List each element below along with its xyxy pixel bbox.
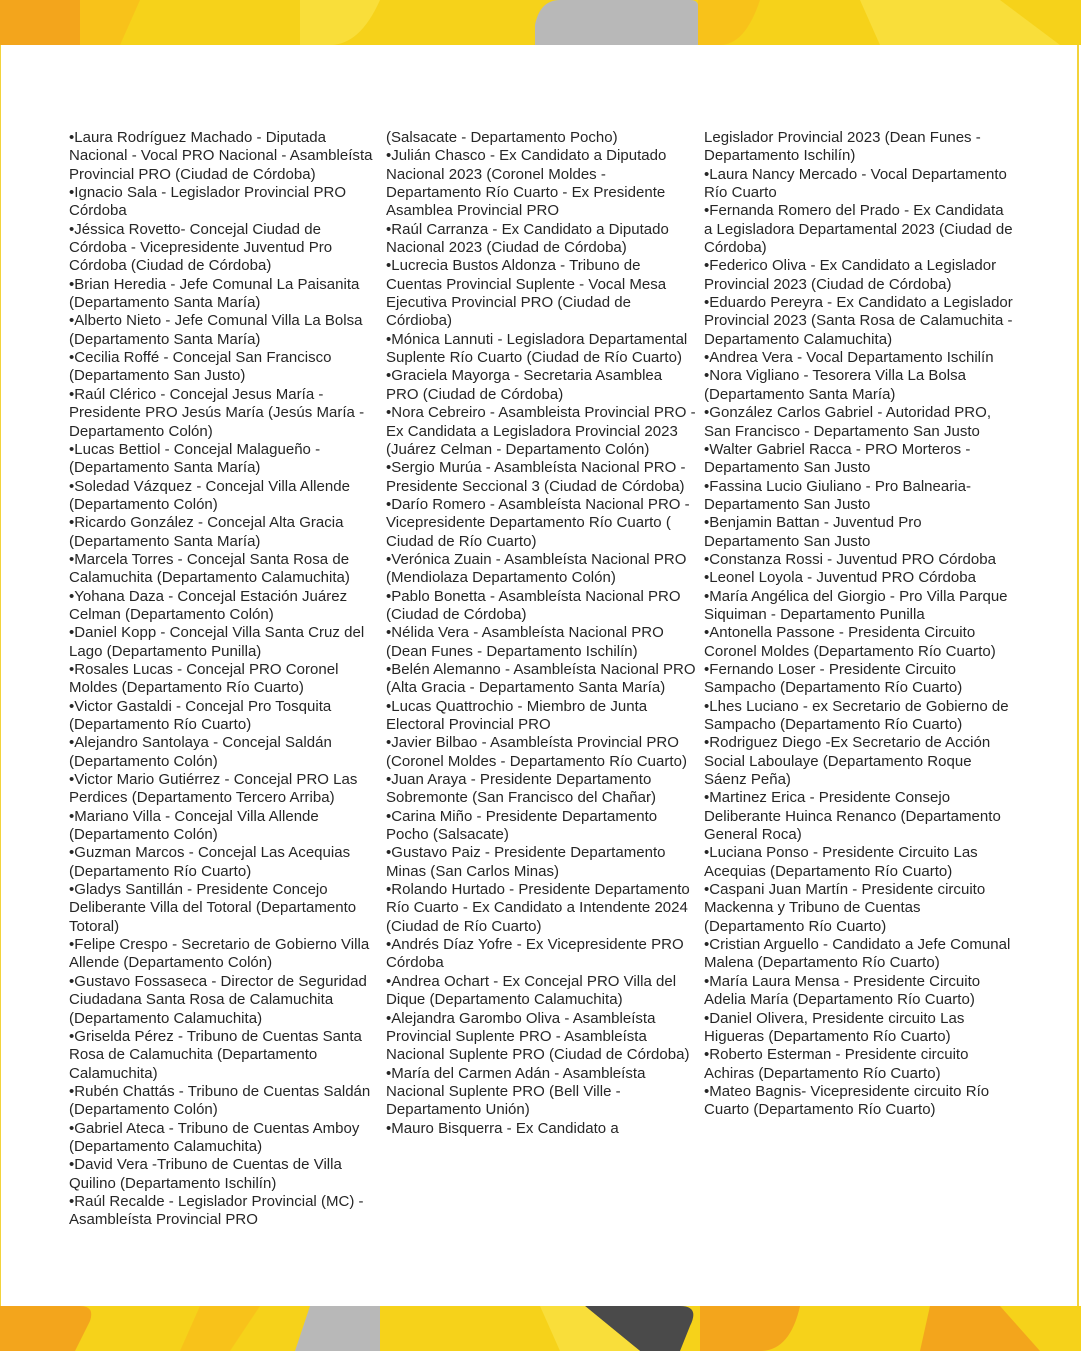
- content-frame: [0, 45, 1079, 1306]
- bottom-decorative-band: [0, 1306, 1081, 1351]
- list-item: •Andrea Vera - Vocal Departamento Ischilín: [704, 349, 994, 367]
- list-item: •David Vera -Tribuno de Cuentas de Villa Quilino (Departamento Ischilín): [69, 1156, 342, 1192]
- list-item: •Lucrecia Bustos Aldonza - Tribuno de Cuentas Provincial Suplente - Vocal Mesa Ejecutiva Provincial PRO (Ciudad de Córdioba): [386, 257, 667, 330]
- list-item: •Andrés Díaz Yofre - Ex Vicepresidente PRO Córdoba: [386, 936, 684, 972]
- top-amber-shape: [698, 0, 760, 45]
- list-item: •Walter Gabriel Racca - PRO Morteros - Departamento San Justo: [704, 440, 971, 477]
- bottom-orange-left: [0, 1306, 91, 1351]
- bottom-amber-left: [180, 1306, 260, 1351]
- list-item: •Eduardo Pereyra - Ex Candidato a Legislador Provincial 2023 (Santa Rosa de Calamuchita - Departamento Calamuchita): [704, 294, 1013, 348]
- list-item: •Lucas Quattrochio - Miembro de Junta Electoral Provincial PRO: [386, 697, 648, 733]
- list-item: •María Laura Mensa - Presidente Circuito Adelia María (Departamento Río Cuarto): [704, 972, 981, 1009]
- column-2: [386, 129, 698, 1138]
- list-item: •Guzman Marcos - Concejal Las Acequias (Departamento Río Cuarto): [69, 844, 351, 880]
- top-right-wedge: [860, 0, 1060, 45]
- list-item: •Rodriguez Diego -Ex Secretario de Acción Social Laboulaye (Departamento Roque Sáenz Peña): [704, 734, 991, 789]
- list-item: Legislador Provincial 2023 (Dean Funes - Departamento Ischilín): [704, 129, 981, 165]
- list-item: •Belén Alemanno - Asambleísta Nacional PRO (Alta Gracia - Departamento Santa María): [386, 660, 696, 697]
- list-item: •Pablo Bonetta - Asambleísta Nacional PRO (Ciudad de Córdoba): [386, 587, 681, 623]
- list-item: •Cristian Arguello - Candidato a Jefe Comunal Malena (Departamento Río Cuarto): [704, 936, 1011, 972]
- list-item: •Victor Gastaldi - Concejal Pro Tosquita (Departamento Río Cuarto): [69, 697, 332, 733]
- column-1: [69, 129, 381, 1230]
- top-decorative-band: [0, 0, 1081, 45]
- list-item: •Andrea Ochart - Ex Concejal PRO Villa del Dique (Departamento Calamuchita): [386, 972, 677, 1009]
- list-item: •Rosales Lucas - Concejal PRO Coronel Moldes (Departamento Río Cuarto): [69, 660, 339, 697]
- bottom-orange-mid: [700, 1306, 800, 1351]
- list-item: •Brian Heredia - Jefe Comunal La Paisanita (Departamento Santa María): [69, 275, 360, 312]
- list-item: •Luciana Ponso - Presidente Circuito Las Acequias (Departamento Río Cuarto): [704, 844, 978, 880]
- list-item: •Lucas Bettiol - Concejal Malagueño - (Departamento Santa María): [69, 440, 321, 477]
- list-item: (Salsacate - Departamento Pocho): [386, 129, 618, 146]
- list-item: •Alejandra Garombo Oliva - Asambleísta Provincial Suplente PRO - Asambleísta Nacional Suplente PRO (Ciudad de Córdoba): [386, 1009, 690, 1064]
- list-item: •Martinez Erica - Presidente Consejo Deliberante Huinca Renanco (Departamento General Roca): [704, 789, 1001, 844]
- list-item: •Nora Vigliano - Tesorera Villa La Bolsa (Departamento Santa María): [704, 367, 967, 403]
- list-item: •Leonel Loyola - Juventud PRO Córdoba: [704, 569, 976, 587]
- list-item: •Felipe Crespo - Secretario de Gobierno Villa Allende (Departamento Colón): [69, 936, 370, 972]
- list-item: •Ignacio Sala - Legislador Provincial PRO Córdoba: [69, 184, 347, 220]
- bottom-orange-right: [920, 1306, 1040, 1351]
- list-item: •Fassina Lucio Giuliano - Pro Balnearia-Departamento San Justo: [704, 477, 972, 513]
- top-light-wedge: [300, 0, 380, 45]
- list-item: •Laura Nancy Mercado - Vocal Departamento Río Cuarto: [704, 165, 1007, 202]
- list-item: •Soledad Vázquez - Concejal Villa Allende (Departamento Colón): [69, 477, 350, 513]
- top-orange-block: [0, 0, 80, 45]
- list-item: •Mónica Lannuti - Legisladora Departamental Suplente Río Cuarto (Ciudad de Río Cuarto): [386, 330, 688, 367]
- list-item: •Yohana Daza - Concejal Estación Juárez Celman (Departamento Colón): [69, 587, 348, 623]
- top-gray-shape: [535, 0, 698, 45]
- list-item: •María del Carmen Adán - Asambleísta Nacional Suplente PRO (Bell Ville - Departamento Unión): [386, 1064, 646, 1119]
- list-item: •Fernanda Romero del Prado - Ex Candidata a Legisladora Departamental 2023 (Ciudad de Córdoba): [704, 202, 1013, 257]
- list-item: •Lhes Luciano - ex Secretario de Gobierno de Sampacho (Departamento Río Cuarto): [704, 697, 1009, 733]
- list-item: •Carina Miño - Presidente Departamento Pocho (Salsacate): [386, 807, 658, 844]
- bottom-band-shapes: [0, 1306, 1081, 1351]
- list-item: •Gustavo Fossaseca - Director de Seguridad Ciudadana Santa Rosa de Calamuchita (Departamento Calamuchita): [69, 972, 367, 1027]
- list-item: •Rubén Chattás - Tribuno de Cuentas Saldán (Departamento Colón): [69, 1082, 371, 1119]
- list-item: •Darío Romero - Asambleísta Nacional PRO - Vicepresidente Departamento Río Cuarto ( Ciudad de Río Cuarto): [386, 495, 690, 550]
- list-item: •Daniel Kopp - Concejal Villa Santa Cruz del Lago (Departamento Punilla): [69, 624, 365, 660]
- list-item: •González Carlos Gabriel - Autoridad PRO, San Francisco - Departamento San Justo: [704, 404, 992, 440]
- list-item: •Antonella Passone - Presidenta Circuito Coronel Moldes (Departamento Río Cuarto): [704, 624, 996, 660]
- list-item: •Graciela Mayorga - Secretaria Asamblea PRO (Ciudad de Córdoba): [386, 367, 663, 403]
- list-item: •Alejandro Santolaya - Concejal Saldán (Departamento Colón): [69, 734, 332, 770]
- list-item: •Roberto Esterman - Presidente circuito Achiras (Departamento Río Cuarto): [704, 1046, 969, 1082]
- list-item: •Sergio Murúa - Asambleísta Nacional PRO - Presidente Seccional 3 (Ciudad de Córdoba): [386, 459, 686, 495]
- list-item: •Gladys Santillán - Presidente Concejo Deliberante Villa del Totoral (Departamento Totoral): [69, 881, 357, 935]
- list-item: •Benjamin Battan - Juventud Pro Departamento San Justo: [704, 514, 922, 550]
- list-item: •Raúl Carranza - Ex Candidato a Diputado Nacional 2023 (Ciudad de Córdoba): [386, 220, 669, 257]
- list-item: •Nora Cebreiro - Asambleista Provincial PRO - Ex Candidata a Legisladora Provincial 2023 (Juárez Celman - Departamento Colón): [386, 404, 696, 458]
- list-item: •Laura Rodríguez Machado - Diputada Nacional - Vocal PRO Nacional - Asambleísta Provincial PRO (Ciudad de Córdoba): [69, 129, 373, 183]
- list-item: •Ricardo González - Concejal Alta Gracia (Departamento Santa María): [69, 514, 344, 550]
- list-item: •Verónica Zuain - Asambleísta Nacional PRO (Mendiolaza Departamento Colón): [386, 550, 687, 587]
- list-item: •Gabriel Ateca - Tribuno de Cuentas Amboy (Departamento Calamuchita): [69, 1119, 360, 1155]
- list-item: •Alberto Nieto - Jefe Comunal Villa La Bolsa (Departamento Santa María): [69, 312, 363, 348]
- list-item: •Nélida Vera - Asambleísta Nacional PRO (Dean Funes - Departamento Ischilín): [386, 624, 664, 660]
- list-item: •Raúl Clérico - Concejal Jesus María - Presidente PRO Jesús María (Jesús María - Departamento Colón): [69, 385, 365, 440]
- list-item: •Mateo Bagnis- Vicepresidente circuito Río Cuarto (Departamento Río Cuarto): [704, 1082, 990, 1119]
- list-item: •Victor Mario Gutiérrez - Concejal PRO Las Perdices (Departamento Tercero Arriba): [69, 771, 358, 807]
- top-amber-wedge: [80, 0, 140, 45]
- list-item: •Marcela Torres - Concejal Santa Rosa de Calamuchita (Departamento Calamuchita): [69, 550, 350, 587]
- list-item: •Raúl Recalde - Legislador Provincial (MC) - Asambleísta Provincial PRO: [69, 1192, 364, 1229]
- column-3: [704, 129, 1014, 1120]
- list-item: •Daniel Olivera, Presidente circuito Las Higueras (Departamento Río Cuarto): [704, 1009, 965, 1045]
- list-item: •Federico Oliva - Ex Candidato a Legislador Provincial 2023 (Ciudad de Córdoba): [704, 257, 997, 293]
- list-item: •Mauro Bisquerra - Ex Candidato a: [386, 1119, 619, 1137]
- list-item: •Caspani Juan Martín - Presidente circuito Mackenna y Tribuno de Cuentas (Departamento Río Cuarto): [704, 881, 986, 935]
- list-item: •Rolando Hurtado - Presidente Departamento Río Cuarto - Ex Candidato a Intendente 2024 (Ciudad de Río Cuarto): [386, 881, 690, 935]
- list-item: •Jéssica Rovetto- Concejal Ciudad de Córdoba - Vicepresidente Juventud Pro Córdoba (Ciudad de Córdoba): [69, 220, 333, 275]
- list-item: •Mariano Villa - Concejal Villa Allende (Departamento Colón): [69, 807, 319, 844]
- list-item: •Gustavo Paiz - Presidente Departamento Minas (San Carlos Minas): [386, 844, 666, 880]
- list-item: •Griselda Pérez - Tribuno de Cuentas Santa Rosa de Calamuchita (Departamento Calamuchita): [69, 1027, 362, 1082]
- list-item: •Fernando Loser - Presidente Circuito Sampacho (Departamento Río Cuarto): [704, 660, 963, 697]
- list-item: •Javier Bilbao - Asambleísta Provincial PRO (Coronel Moldes - Departamento Río Cuarto): [386, 734, 687, 770]
- list-item: •María Angélica del Giorgio - Pro Villa Parque Siquiman - Departamento Punilla: [704, 587, 1008, 623]
- list-item: •Juan Araya - Presidente Departamento Sobremonte (San Francisco del Chañar): [386, 771, 657, 807]
- list-item: •Constanza Rossi - Juventud PRO Córdoba: [704, 550, 997, 568]
- list-item: •Cecilia Roffé - Concejal San Francisco (Departamento San Justo): [69, 349, 332, 385]
- list-item: •Julián Chasco - Ex Candidato a Diputado Nacional 2023 (Coronel Moldes - Departamento Río Cuarto - Ex Presidente Asamblea Provincial PRO: [386, 147, 667, 220]
- bottom-gray-shape: [295, 1306, 380, 1351]
- top-band-shapes: [0, 0, 1081, 45]
